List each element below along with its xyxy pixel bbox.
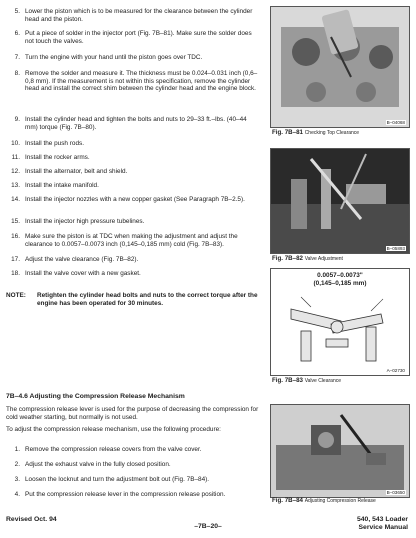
step-number: 15.	[11, 218, 20, 225]
section-heading: 7B–4.6 Adjusting the Compression Release Mechanism	[6, 393, 185, 400]
step-number: 17.	[11, 256, 20, 263]
step-4	[6, 491, 260, 499]
step-7	[6, 54, 260, 62]
step-text: Remove the solder and measure it. The thickness must be 0.024–0.031 inch (0,6–0,8 mm). If the measurement is not within this specification, remove the cylinder head and install the correct shim between the cylinder head and the engine block.	[25, 70, 258, 93]
engine-head-photo	[271, 7, 409, 127]
figure-caption	[272, 255, 343, 263]
figure-caption	[272, 129, 359, 137]
figure-code: A–02730	[386, 368, 405, 373]
step-number: 12.	[11, 168, 20, 175]
figure-caption	[272, 497, 402, 505]
step-number: 6.	[14, 30, 20, 37]
step-number: 18.	[11, 270, 20, 277]
figure-number: Fig. 7B–83	[272, 377, 303, 384]
step-number: 14.	[11, 196, 20, 203]
step-text: Remove the compression release covers from the valve cover.	[25, 446, 202, 453]
figure-code: B–05893	[386, 246, 405, 251]
clearance-spec	[270, 272, 410, 287]
manual-model: 540, 543 Loader	[356, 516, 408, 523]
section-paragraph: To adjust the compression release mechanism, use the following procedure:	[6, 426, 221, 433]
figure-number: Fig. 7B–82	[272, 255, 303, 262]
step-number: 8.	[14, 70, 20, 77]
clearance-spec-inch: 0.0057–0.0073"	[317, 272, 363, 279]
figure-caption-text: Valve Adjustment	[304, 256, 343, 262]
step-number: 13.	[11, 182, 20, 189]
step-12	[6, 168, 260, 176]
step-11	[6, 154, 260, 162]
revision-date: Revised Oct. 94	[6, 516, 57, 523]
step-text: Put a piece of solder in the injector port (Fig. 7B–81). Make sure the solder does not touch the valves.	[25, 30, 252, 45]
figure-number: Fig. 7B–84	[272, 497, 303, 504]
step-text: Install the injector high pressure tubelines.	[25, 218, 145, 225]
section-paragraph: The compression release lever is used for the purpose of decreasing the compression for cold weather starting, but normally is not used.	[6, 406, 259, 421]
figure-caption	[272, 377, 341, 385]
step-text: Put the compression release lever in the compression release position.	[25, 491, 226, 498]
figure-code: B–03650	[386, 490, 405, 495]
step-number: 5.	[14, 8, 20, 15]
step-17	[6, 256, 260, 264]
step-1	[6, 446, 260, 454]
step-text: Install the injector nozzles with a new copper gasket (See Paragraph 7B–2.5).	[25, 196, 245, 203]
step-text: Install the intake manifold.	[25, 182, 99, 189]
step-text: Install the rocker arms.	[25, 154, 90, 161]
manual-title	[357, 516, 408, 532]
figure-caption-text: Valve Clearance	[304, 378, 342, 384]
step-text: Install the push rods.	[25, 140, 84, 147]
step-number: 2.	[14, 461, 20, 468]
step-13	[6, 182, 260, 190]
figure-compression-release	[270, 404, 410, 498]
step-18	[6, 270, 260, 278]
step-text: Install the alternator, belt and shield.	[25, 168, 128, 175]
page-number: –7B–20–	[194, 523, 222, 530]
step-14	[6, 196, 260, 204]
step-2	[6, 461, 260, 469]
step-number: 4.	[14, 491, 20, 498]
figure-valve-adjustment	[270, 148, 410, 254]
step-number: 7.	[14, 54, 20, 61]
step-8	[6, 70, 260, 93]
step-number: 1.	[14, 446, 20, 453]
step-text: Loosen the locknut and turn the adjustment bolt out (Fig. 7B–84).	[25, 476, 210, 483]
step-5	[6, 8, 260, 23]
figure-caption-text: Adjusting Compression Release	[304, 498, 376, 504]
step-9	[6, 116, 260, 131]
step-text: Adjust the exhaust valve in the fully closed position.	[25, 461, 171, 468]
step-number: 10.	[11, 140, 20, 147]
step-text: Adjust the valve clearance (Fig. 7B–82).	[25, 256, 139, 263]
valve-adjust-photo	[271, 149, 409, 253]
step-text: Lower the piston which is to be measured for the clearance between the cylinder head and the piston.	[25, 8, 253, 23]
step-text: Make sure the piston is at TDC when making the adjustment and adjust the clearance to 0.0057–0.0073 inch (0,145–0,185 mm) cold (Fig. 7B–83).	[25, 233, 238, 248]
step-15	[6, 218, 260, 226]
figure-code: B–04068	[386, 120, 405, 125]
figure-number: Fig. 7B–81	[272, 129, 303, 136]
step-6	[6, 30, 260, 45]
note-text: Retighten the cylinder head bolts and nuts to the correct torque after the engine has been operated for 30 minutes.	[37, 292, 258, 307]
manual-type: Service Manual	[358, 524, 408, 531]
step-number: 16.	[11, 233, 20, 240]
step-text: Install the cylinder head and tighten the bolts and nuts to 29–33 ft.–lbs. (40–44 mm) torque (Fig. 7B–80).	[25, 116, 247, 131]
step-number: 9.	[14, 116, 20, 123]
step-text: Install the valve cover with a new gasket.	[25, 270, 141, 277]
step-number: 3.	[14, 476, 20, 483]
note	[6, 292, 264, 307]
step-10	[6, 140, 260, 148]
figure-caption-text: Checking Top Clearance	[304, 130, 360, 136]
step-16	[6, 233, 260, 248]
step-3	[6, 476, 260, 484]
clearance-spec-mm: (0,145–0,185 mm)	[313, 279, 367, 287]
step-number: 11.	[11, 154, 20, 161]
compression-release-photo	[271, 405, 409, 497]
note-label: NOTE:	[6, 292, 26, 299]
step-text: Turn the engine with your hand until the piston goes over TDC.	[25, 54, 203, 61]
figure-top-clearance	[270, 6, 410, 128]
